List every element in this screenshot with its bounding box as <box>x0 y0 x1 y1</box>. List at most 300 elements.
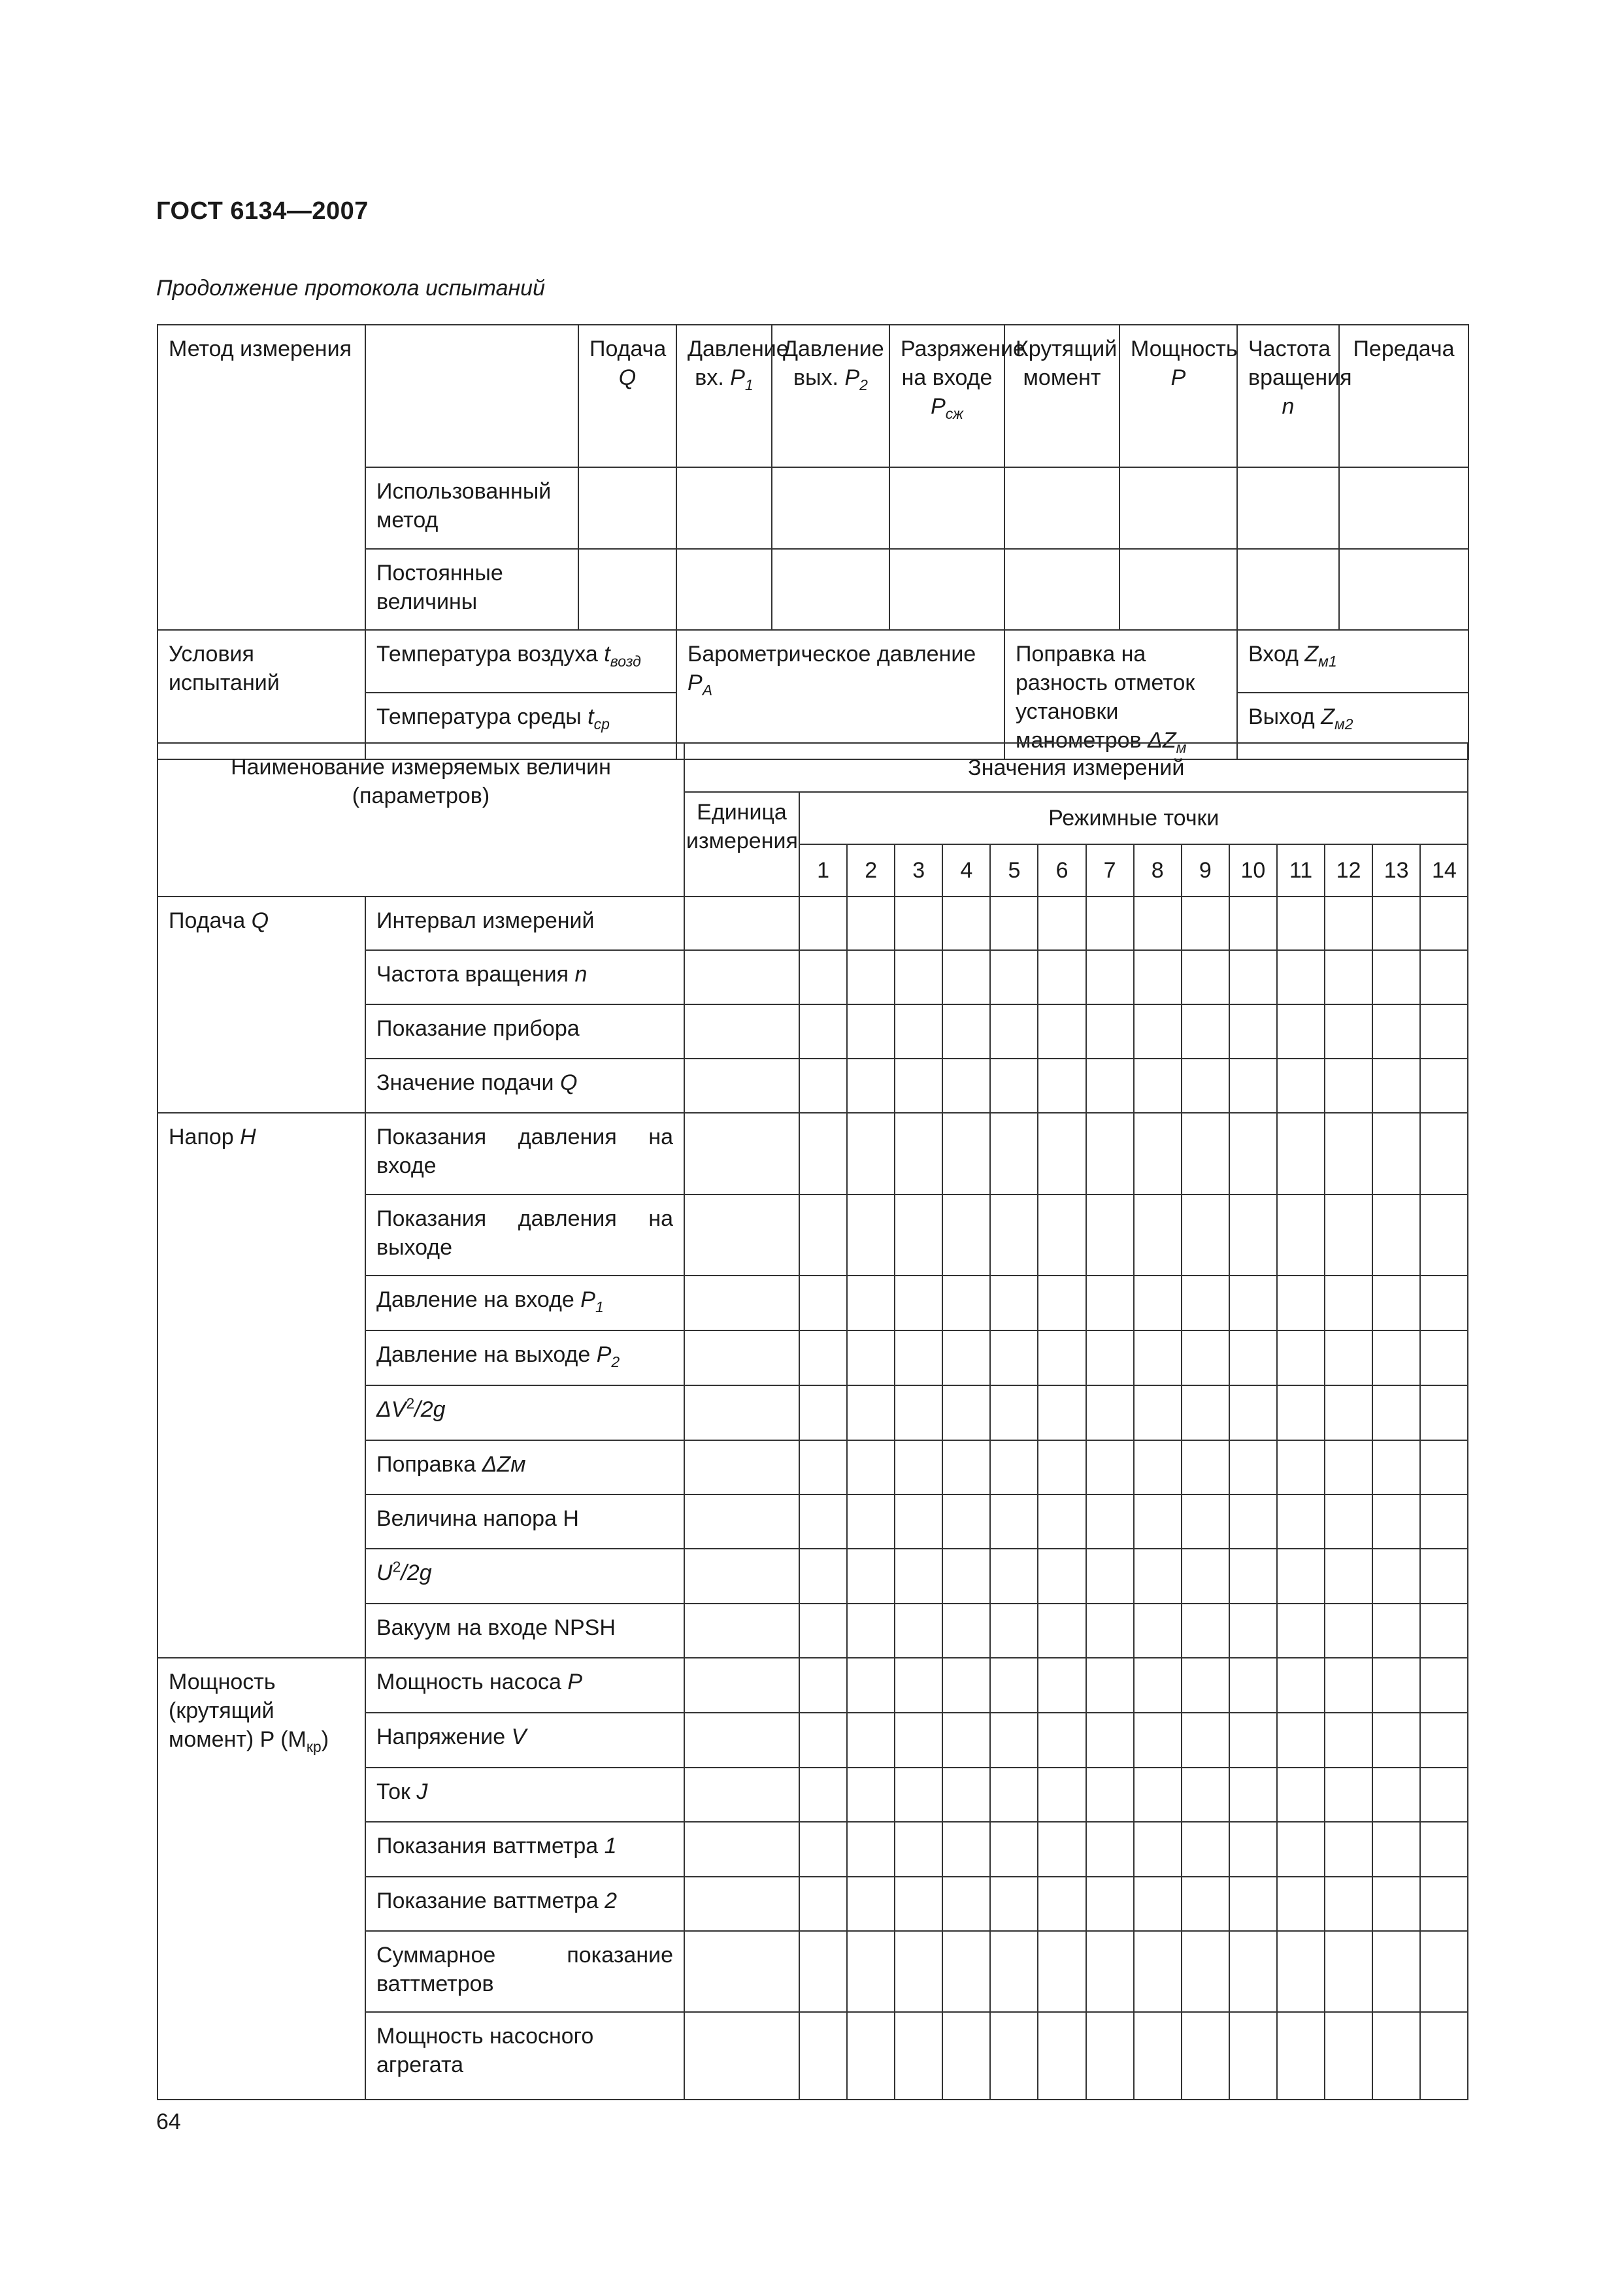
value-cell[interactable] <box>799 950 847 1004</box>
value-cell[interactable] <box>990 1877 1038 1931</box>
value-cell[interactable] <box>990 1931 1038 2012</box>
cell[interactable] <box>1004 467 1119 549</box>
value-cell[interactable] <box>1134 1931 1182 2012</box>
value-cell[interactable] <box>1372 897 1420 950</box>
value-cell[interactable] <box>1038 1004 1085 1059</box>
value-cell[interactable] <box>990 1330 1038 1385</box>
value-cell[interactable] <box>895 1113 942 1195</box>
value-cell[interactable] <box>1420 1385 1468 1440</box>
value-cell[interactable] <box>990 1059 1038 1113</box>
value-cell[interactable] <box>1134 1768 1182 1822</box>
value-cell[interactable] <box>1277 1549 1325 1604</box>
value-cell[interactable] <box>895 950 942 1004</box>
value-cell[interactable] <box>1182 1004 1229 1059</box>
value-cell[interactable] <box>1182 1113 1229 1195</box>
value-cell[interactable] <box>942 1877 990 1931</box>
value-cell[interactable] <box>1229 1494 1277 1549</box>
value-cell[interactable] <box>1086 2012 1134 2100</box>
value-cell[interactable] <box>847 897 895 950</box>
value-cell[interactable] <box>1420 1877 1468 1931</box>
cell[interactable] <box>676 549 772 630</box>
value-cell[interactable] <box>990 1385 1038 1440</box>
value-cell[interactable] <box>1372 1494 1420 1549</box>
value-cell[interactable] <box>1038 1440 1085 1494</box>
value-cell[interactable] <box>1086 1549 1134 1604</box>
value-cell[interactable] <box>1086 897 1134 950</box>
value-cell[interactable] <box>895 1931 942 2012</box>
value-cell[interactable] <box>847 1768 895 1822</box>
value-cell[interactable] <box>1182 1768 1229 1822</box>
value-cell[interactable] <box>990 950 1038 1004</box>
cell[interactable] <box>578 467 676 549</box>
cell[interactable] <box>578 549 676 630</box>
value-cell[interactable] <box>799 1494 847 1549</box>
value-cell[interactable] <box>942 1113 990 1195</box>
value-cell[interactable] <box>1420 897 1468 950</box>
value-cell[interactable] <box>942 1931 990 2012</box>
unit-cell[interactable] <box>684 1549 799 1604</box>
value-cell[interactable] <box>942 1059 990 1113</box>
value-cell[interactable] <box>1277 1276 1325 1330</box>
value-cell[interactable] <box>1420 1494 1468 1549</box>
value-cell[interactable] <box>1420 1604 1468 1658</box>
value-cell[interactable] <box>1372 1768 1420 1822</box>
value-cell[interactable] <box>847 1059 895 1113</box>
cell[interactable] <box>1004 549 1119 630</box>
value-cell[interactable] <box>942 1330 990 1385</box>
value-cell[interactable] <box>1182 1195 1229 1276</box>
value-cell[interactable] <box>1229 1059 1277 1113</box>
value-cell[interactable] <box>1229 1195 1277 1276</box>
value-cell[interactable] <box>1182 1658 1229 1713</box>
unit-cell[interactable] <box>684 1877 799 1931</box>
value-cell[interactable] <box>1086 1059 1134 1113</box>
value-cell[interactable] <box>1277 1768 1325 1822</box>
value-cell[interactable] <box>1372 950 1420 1004</box>
value-cell[interactable] <box>847 1195 895 1276</box>
value-cell[interactable] <box>847 1385 895 1440</box>
value-cell[interactable] <box>799 1330 847 1385</box>
value-cell[interactable] <box>1229 1713 1277 1768</box>
value-cell[interactable] <box>1229 1877 1277 1931</box>
value-cell[interactable] <box>1420 1330 1468 1385</box>
value-cell[interactable] <box>1420 1440 1468 1494</box>
value-cell[interactable] <box>1325 1604 1372 1658</box>
value-cell[interactable] <box>1277 1004 1325 1059</box>
value-cell[interactable] <box>1420 1768 1468 1822</box>
value-cell[interactable] <box>1038 950 1085 1004</box>
value-cell[interactable] <box>1182 1276 1229 1330</box>
value-cell[interactable] <box>942 1440 990 1494</box>
value-cell[interactable] <box>847 1877 895 1931</box>
value-cell[interactable] <box>1277 2012 1325 2100</box>
value-cell[interactable] <box>1325 897 1372 950</box>
value-cell[interactable] <box>1325 1330 1372 1385</box>
unit-cell[interactable] <box>684 1004 799 1059</box>
value-cell[interactable] <box>942 897 990 950</box>
cell[interactable] <box>772 467 889 549</box>
value-cell[interactable] <box>1038 1059 1085 1113</box>
value-cell[interactable] <box>847 1330 895 1385</box>
value-cell[interactable] <box>847 1004 895 1059</box>
value-cell[interactable] <box>1229 1658 1277 1713</box>
value-cell[interactable] <box>1182 1877 1229 1931</box>
value-cell[interactable] <box>1420 1931 1468 2012</box>
value-cell[interactable] <box>1325 1549 1372 1604</box>
value-cell[interactable] <box>799 1822 847 1877</box>
value-cell[interactable] <box>847 1658 895 1713</box>
value-cell[interactable] <box>1038 1276 1085 1330</box>
value-cell[interactable] <box>1420 1549 1468 1604</box>
value-cell[interactable] <box>1229 897 1277 950</box>
value-cell[interactable] <box>1134 1877 1182 1931</box>
value-cell[interactable] <box>1086 950 1134 1004</box>
value-cell[interactable] <box>1277 1330 1325 1385</box>
value-cell[interactable] <box>1182 1385 1229 1440</box>
value-cell[interactable] <box>1277 1494 1325 1549</box>
value-cell[interactable] <box>1038 1877 1085 1931</box>
value-cell[interactable] <box>799 1931 847 2012</box>
value-cell[interactable] <box>1420 1113 1468 1195</box>
value-cell[interactable] <box>990 1768 1038 1822</box>
value-cell[interactable] <box>942 1604 990 1658</box>
value-cell[interactable] <box>942 1549 990 1604</box>
value-cell[interactable] <box>1229 1931 1277 2012</box>
value-cell[interactable] <box>1277 897 1325 950</box>
value-cell[interactable] <box>1277 1440 1325 1494</box>
value-cell[interactable] <box>1038 1385 1085 1440</box>
value-cell[interactable] <box>847 1440 895 1494</box>
value-cell[interactable] <box>1229 1822 1277 1877</box>
value-cell[interactable] <box>1277 1931 1325 2012</box>
value-cell[interactable] <box>942 2012 990 2100</box>
value-cell[interactable] <box>1372 1330 1420 1385</box>
value-cell[interactable] <box>1038 1549 1085 1604</box>
value-cell[interactable] <box>1134 897 1182 950</box>
value-cell[interactable] <box>990 1113 1038 1195</box>
value-cell[interactable] <box>1182 1822 1229 1877</box>
value-cell[interactable] <box>847 1931 895 2012</box>
value-cell[interactable] <box>1086 1113 1134 1195</box>
value-cell[interactable] <box>1182 1549 1229 1604</box>
value-cell[interactable] <box>1325 1931 1372 2012</box>
value-cell[interactable] <box>990 1713 1038 1768</box>
value-cell[interactable] <box>1086 1330 1134 1385</box>
value-cell[interactable] <box>1325 1113 1372 1195</box>
value-cell[interactable] <box>1182 1931 1229 2012</box>
value-cell[interactable] <box>1086 1713 1134 1768</box>
value-cell[interactable] <box>799 1004 847 1059</box>
unit-cell[interactable] <box>684 1195 799 1276</box>
value-cell[interactable] <box>1038 2012 1085 2100</box>
value-cell[interactable] <box>1229 1604 1277 1658</box>
value-cell[interactable] <box>1038 1195 1085 1276</box>
value-cell[interactable] <box>895 1713 942 1768</box>
value-cell[interactable] <box>990 1004 1038 1059</box>
cell[interactable] <box>1237 467 1339 549</box>
value-cell[interactable] <box>1372 1059 1420 1113</box>
value-cell[interactable] <box>1086 1004 1134 1059</box>
value-cell[interactable] <box>1134 1113 1182 1195</box>
value-cell[interactable] <box>1182 1494 1229 1549</box>
cell[interactable] <box>889 467 1004 549</box>
value-cell[interactable] <box>1134 1604 1182 1658</box>
value-cell[interactable] <box>1420 950 1468 1004</box>
value-cell[interactable] <box>1325 1276 1372 1330</box>
unit-cell[interactable] <box>684 1330 799 1385</box>
value-cell[interactable] <box>1086 1195 1134 1276</box>
value-cell[interactable] <box>1134 1658 1182 1713</box>
value-cell[interactable] <box>1372 1276 1420 1330</box>
value-cell[interactable] <box>1372 1549 1420 1604</box>
value-cell[interactable] <box>1372 1822 1420 1877</box>
value-cell[interactable] <box>942 1494 990 1549</box>
value-cell[interactable] <box>1325 1440 1372 1494</box>
value-cell[interactable] <box>1277 1822 1325 1877</box>
value-cell[interactable] <box>1038 1768 1085 1822</box>
value-cell[interactable] <box>942 1276 990 1330</box>
value-cell[interactable] <box>1038 1604 1085 1658</box>
value-cell[interactable] <box>1134 1713 1182 1768</box>
unit-cell[interactable] <box>684 1604 799 1658</box>
value-cell[interactable] <box>847 2012 895 2100</box>
value-cell[interactable] <box>1134 1440 1182 1494</box>
value-cell[interactable] <box>1229 1440 1277 1494</box>
value-cell[interactable] <box>895 1330 942 1385</box>
unit-cell[interactable] <box>684 1059 799 1113</box>
value-cell[interactable] <box>1038 1494 1085 1549</box>
cell[interactable] <box>772 549 889 630</box>
value-cell[interactable] <box>1325 1877 1372 1931</box>
value-cell[interactable] <box>942 1713 990 1768</box>
value-cell[interactable] <box>1134 1494 1182 1549</box>
value-cell[interactable] <box>1229 1549 1277 1604</box>
value-cell[interactable] <box>1325 950 1372 1004</box>
value-cell[interactable] <box>1325 1059 1372 1113</box>
value-cell[interactable] <box>847 1276 895 1330</box>
value-cell[interactable] <box>1038 1822 1085 1877</box>
value-cell[interactable] <box>799 1113 847 1195</box>
value-cell[interactable] <box>895 2012 942 2100</box>
value-cell[interactable] <box>799 1658 847 1713</box>
value-cell[interactable] <box>1420 1276 1468 1330</box>
value-cell[interactable] <box>1229 1004 1277 1059</box>
value-cell[interactable] <box>1182 1440 1229 1494</box>
value-cell[interactable] <box>1325 1658 1372 1713</box>
cell[interactable] <box>889 549 1004 630</box>
value-cell[interactable] <box>799 1713 847 1768</box>
value-cell[interactable] <box>1325 1385 1372 1440</box>
value-cell[interactable] <box>1134 1276 1182 1330</box>
value-cell[interactable] <box>1134 950 1182 1004</box>
value-cell[interactable] <box>1277 950 1325 1004</box>
value-cell[interactable] <box>799 1604 847 1658</box>
value-cell[interactable] <box>1229 2012 1277 2100</box>
value-cell[interactable] <box>1277 1113 1325 1195</box>
value-cell[interactable] <box>1372 2012 1420 2100</box>
value-cell[interactable] <box>847 1113 895 1195</box>
value-cell[interactable] <box>895 1276 942 1330</box>
unit-cell[interactable] <box>684 950 799 1004</box>
value-cell[interactable] <box>1277 1385 1325 1440</box>
value-cell[interactable] <box>799 1549 847 1604</box>
value-cell[interactable] <box>1038 1113 1085 1195</box>
value-cell[interactable] <box>1277 1059 1325 1113</box>
unit-cell[interactable] <box>684 1768 799 1822</box>
value-cell[interactable] <box>1420 1195 1468 1276</box>
value-cell[interactable] <box>942 1004 990 1059</box>
cell[interactable] <box>1237 549 1339 630</box>
value-cell[interactable] <box>799 1276 847 1330</box>
value-cell[interactable] <box>1182 1604 1229 1658</box>
value-cell[interactable] <box>1182 897 1229 950</box>
value-cell[interactable] <box>990 1195 1038 1276</box>
value-cell[interactable] <box>1277 1658 1325 1713</box>
value-cell[interactable] <box>895 1004 942 1059</box>
unit-cell[interactable] <box>684 1822 799 1877</box>
value-cell[interactable] <box>895 1195 942 1276</box>
value-cell[interactable] <box>1134 2012 1182 2100</box>
value-cell[interactable] <box>1182 1059 1229 1113</box>
value-cell[interactable] <box>1325 1713 1372 1768</box>
value-cell[interactable] <box>1086 1931 1134 2012</box>
value-cell[interactable] <box>1086 1822 1134 1877</box>
value-cell[interactable] <box>895 1658 942 1713</box>
value-cell[interactable] <box>895 1549 942 1604</box>
value-cell[interactable] <box>990 2012 1038 2100</box>
value-cell[interactable] <box>1420 1004 1468 1059</box>
value-cell[interactable] <box>1372 1385 1420 1440</box>
value-cell[interactable] <box>1277 1877 1325 1931</box>
cell[interactable] <box>1119 549 1237 630</box>
value-cell[interactable] <box>1420 2012 1468 2100</box>
value-cell[interactable] <box>1229 1768 1277 1822</box>
value-cell[interactable] <box>1086 1276 1134 1330</box>
unit-cell[interactable] <box>684 1440 799 1494</box>
value-cell[interactable] <box>1420 1059 1468 1113</box>
unit-cell[interactable] <box>684 1113 799 1195</box>
value-cell[interactable] <box>1134 1330 1182 1385</box>
value-cell[interactable] <box>1182 1713 1229 1768</box>
unit-cell[interactable] <box>684 1658 799 1713</box>
value-cell[interactable] <box>1134 1059 1182 1113</box>
value-cell[interactable] <box>990 1549 1038 1604</box>
unit-cell[interactable] <box>684 2012 799 2100</box>
value-cell[interactable] <box>1086 1877 1134 1931</box>
value-cell[interactable] <box>990 1440 1038 1494</box>
value-cell[interactable] <box>942 1195 990 1276</box>
value-cell[interactable] <box>990 1494 1038 1549</box>
value-cell[interactable] <box>1182 950 1229 1004</box>
unit-cell[interactable] <box>684 1713 799 1768</box>
value-cell[interactable] <box>1229 950 1277 1004</box>
value-cell[interactable] <box>990 897 1038 950</box>
value-cell[interactable] <box>847 1494 895 1549</box>
value-cell[interactable] <box>1182 2012 1229 2100</box>
value-cell[interactable] <box>799 1059 847 1113</box>
value-cell[interactable] <box>895 1604 942 1658</box>
value-cell[interactable] <box>990 1276 1038 1330</box>
value-cell[interactable] <box>1038 1931 1085 2012</box>
unit-cell[interactable] <box>684 1385 799 1440</box>
value-cell[interactable] <box>1086 1494 1134 1549</box>
value-cell[interactable] <box>895 1440 942 1494</box>
value-cell[interactable] <box>895 1877 942 1931</box>
value-cell[interactable] <box>895 1822 942 1877</box>
value-cell[interactable] <box>1038 1658 1085 1713</box>
value-cell[interactable] <box>1086 1440 1134 1494</box>
value-cell[interactable] <box>1229 1385 1277 1440</box>
value-cell[interactable] <box>1372 1931 1420 2012</box>
value-cell[interactable] <box>1372 1440 1420 1494</box>
value-cell[interactable] <box>1229 1113 1277 1195</box>
value-cell[interactable] <box>847 1604 895 1658</box>
value-cell[interactable] <box>942 1658 990 1713</box>
value-cell[interactable] <box>895 1385 942 1440</box>
value-cell[interactable] <box>942 1768 990 1822</box>
unit-cell[interactable] <box>684 1931 799 2012</box>
unit-cell[interactable] <box>684 1494 799 1549</box>
value-cell[interactable] <box>1372 1604 1420 1658</box>
cell[interactable] <box>1119 467 1237 549</box>
value-cell[interactable] <box>799 1195 847 1276</box>
value-cell[interactable] <box>1372 1658 1420 1713</box>
value-cell[interactable] <box>1325 1768 1372 1822</box>
cell[interactable] <box>1339 549 1468 630</box>
cell[interactable] <box>676 467 772 549</box>
value-cell[interactable] <box>1229 1276 1277 1330</box>
value-cell[interactable] <box>895 1059 942 1113</box>
value-cell[interactable] <box>1182 1330 1229 1385</box>
unit-cell[interactable] <box>684 897 799 950</box>
value-cell[interactable] <box>1372 1113 1420 1195</box>
value-cell[interactable] <box>1134 1385 1182 1440</box>
value-cell[interactable] <box>942 1385 990 1440</box>
value-cell[interactable] <box>847 950 895 1004</box>
value-cell[interactable] <box>799 1385 847 1440</box>
value-cell[interactable] <box>1086 1604 1134 1658</box>
value-cell[interactable] <box>1372 1877 1420 1931</box>
value-cell[interactable] <box>1325 1822 1372 1877</box>
value-cell[interactable] <box>1134 1195 1182 1276</box>
value-cell[interactable] <box>895 897 942 950</box>
value-cell[interactable] <box>1134 1822 1182 1877</box>
value-cell[interactable] <box>1229 1330 1277 1385</box>
value-cell[interactable] <box>1325 1195 1372 1276</box>
value-cell[interactable] <box>799 897 847 950</box>
value-cell[interactable] <box>799 2012 847 2100</box>
value-cell[interactable] <box>1086 1385 1134 1440</box>
value-cell[interactable] <box>1038 1713 1085 1768</box>
cell[interactable] <box>1339 467 1468 549</box>
value-cell[interactable] <box>799 1440 847 1494</box>
value-cell[interactable] <box>1372 1195 1420 1276</box>
value-cell[interactable] <box>942 950 990 1004</box>
value-cell[interactable] <box>799 1877 847 1931</box>
value-cell[interactable] <box>1372 1004 1420 1059</box>
value-cell[interactable] <box>1325 2012 1372 2100</box>
value-cell[interactable] <box>895 1768 942 1822</box>
value-cell[interactable] <box>1372 1713 1420 1768</box>
value-cell[interactable] <box>1277 1713 1325 1768</box>
value-cell[interactable] <box>1277 1604 1325 1658</box>
value-cell[interactable] <box>990 1658 1038 1713</box>
value-cell[interactable] <box>799 1768 847 1822</box>
value-cell[interactable] <box>1277 1195 1325 1276</box>
value-cell[interactable] <box>895 1494 942 1549</box>
value-cell[interactable] <box>1420 1658 1468 1713</box>
unit-cell[interactable] <box>684 1276 799 1330</box>
